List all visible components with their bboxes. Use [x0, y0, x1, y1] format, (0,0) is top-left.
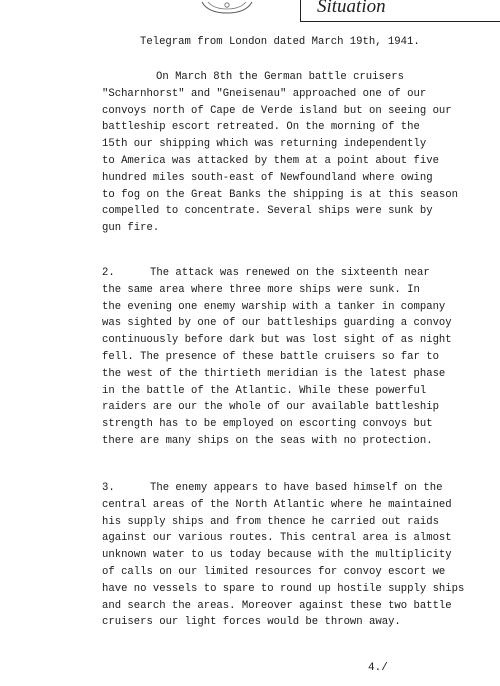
- continuation-mark: 4./: [368, 662, 388, 674]
- text-line: there are many ships on the seas with no protection.: [102, 434, 433, 447]
- paragraph-3: [102, 480, 497, 631]
- paragraph-number: 2.: [102, 267, 115, 279]
- text-line: his supply ships and from thence he carried out raids: [102, 515, 439, 528]
- text-line: continuously before dark but was lost sight of as night: [102, 334, 452, 347]
- text-line: cruisers our light forces would be thrown away.: [102, 616, 401, 629]
- paragraph-2: [102, 265, 497, 450]
- text-line: the evening one enemy warship with a tanker in company: [102, 300, 446, 313]
- text-line: 3. The enemy appears to have based himself on the: [102, 480, 497, 497]
- text-line: in the battle of the Atlantic. While these powerful: [102, 384, 427, 397]
- text-line: convoys north of Cape de Verde island but on seeing our: [102, 104, 452, 117]
- file-label-box: [300, 0, 500, 22]
- text-line: have no vessels to spare to round up hostile supply ships: [102, 582, 465, 595]
- text-line: and search the areas. Moreover against these two battle: [102, 599, 452, 612]
- text-line: raiders are our the whole of our available battleship: [102, 401, 439, 414]
- document-title: Telegram from London dated March 19th, 1941.: [140, 36, 420, 48]
- text-line: "Scharnhorst" and "Gneisenau" approached one of our: [102, 87, 427, 100]
- text-line: was sighted by one of our battleships guarding a convoy: [102, 317, 452, 330]
- text-line: gun fire.: [102, 222, 160, 235]
- text-line: battleship escort retreated. On the morning of the: [102, 121, 420, 134]
- text-line: fell. The presence of these battle cruisers so far to: [102, 350, 439, 363]
- text-line: 15th our shipping which was returning independently: [102, 138, 427, 151]
- text-line: hundred miles south-east of Newfoundland where owing: [102, 171, 433, 184]
- text-line: strength has to be employed on escorting convoys but: [102, 418, 433, 431]
- text-line: On March 8th the German battle cruisers: [156, 71, 404, 83]
- text-line: compelled to concentrate. Several ships were sunk by: [102, 205, 433, 218]
- seal-stamp-icon: [198, 0, 256, 16]
- text-line: unknown water to us today because with the multiplicity: [102, 549, 452, 562]
- text-line: the west of the thirtieth meridian is the latest phase: [102, 367, 446, 380]
- text-line: of calls on our limited resources for convoy escort we: [102, 565, 446, 578]
- paragraph-number: 3.: [102, 482, 115, 494]
- text-line: to fog on the Great Banks the shipping is at this season: [102, 188, 459, 201]
- text-line: to America was attacked by them at a point about five: [102, 154, 439, 167]
- text-line: 2. The attack was renewed on the sixteenth near: [102, 265, 497, 282]
- text-line: against our various routes. This central area is almost: [102, 532, 452, 545]
- text-line: central areas of the North Atlantic where he maintained: [102, 498, 452, 511]
- paragraph-1: [102, 69, 497, 237]
- text-line: the same area where three more ships were sunk. In: [102, 283, 420, 296]
- file-label: Situation: [317, 0, 386, 17]
